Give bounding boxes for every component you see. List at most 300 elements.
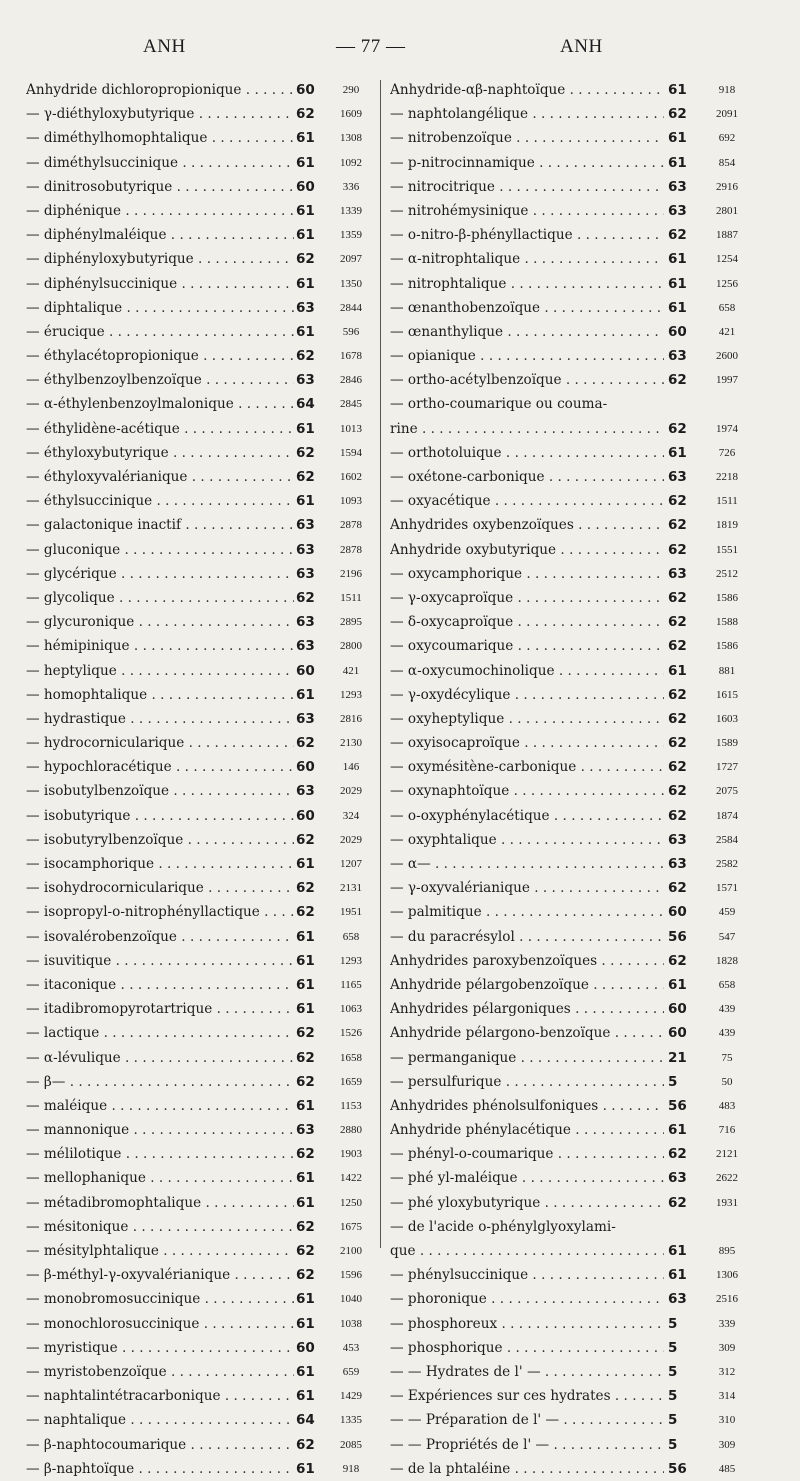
entry-name: — isuvitique . . . xyxy=(26,949,294,973)
entry-page: 439 xyxy=(718,1027,736,1040)
entry-name: — α-éthylenbenzoylmalonique . . . xyxy=(26,392,294,416)
entry-name: — diphtalique . . . xyxy=(26,296,294,320)
entry-name: — orthotoluique . . . xyxy=(390,441,664,465)
index-entry xyxy=(390,828,770,852)
entry-volume: 62 xyxy=(296,1025,315,1042)
entry-name: — éthyloxyvalérianique . . . xyxy=(26,465,294,489)
index-entry xyxy=(390,1384,770,1408)
entry-name: — oxyisocaproïque . . . xyxy=(390,731,664,755)
entry-name: Anhydride phénylacétique . . . xyxy=(390,1118,664,1142)
entry-name: — glycolique . . . xyxy=(26,586,294,610)
entry-page: 1602 xyxy=(340,471,362,483)
entry-page: 324 xyxy=(342,809,360,822)
index-entry xyxy=(26,683,398,707)
index-entry xyxy=(26,1239,398,1263)
index-entry xyxy=(390,900,770,924)
entry-page: 1511 xyxy=(340,591,362,604)
entry-volume: 62 xyxy=(296,735,315,752)
entry-name: — β-naphtoïque . . . xyxy=(26,1457,294,1481)
index-entry xyxy=(390,925,770,949)
entry-page: 1727 xyxy=(716,761,738,774)
entry-name: — mésitylphtalique . . . xyxy=(26,1239,294,1263)
entry-page: 1093 xyxy=(340,495,362,508)
entry-name: — œnanthylique . . . xyxy=(390,320,664,344)
entry-volume: 63 xyxy=(668,1291,687,1308)
entry-volume: 63 xyxy=(668,202,687,219)
index-entry xyxy=(390,320,770,344)
entry-volume: 62 xyxy=(668,952,687,969)
index-entry xyxy=(390,151,770,175)
entry-page: 1659 xyxy=(340,1075,362,1088)
entry-volume: 62 xyxy=(296,1267,315,1284)
entry-name: — monobromosuccinique . . . xyxy=(26,1287,294,1311)
entry-name: — phosphorique . . . xyxy=(390,1336,664,1360)
index-entry xyxy=(390,586,770,610)
entry-volume: 62 xyxy=(668,493,687,510)
index-entry xyxy=(390,102,770,126)
entry-page: 1887 xyxy=(716,229,738,242)
index-entry xyxy=(26,78,398,102)
entry-page: 336 xyxy=(342,180,360,193)
entry-volume: 61 xyxy=(296,227,315,244)
running-header xyxy=(0,36,800,60)
entry-name: — α-lévulique . . . xyxy=(26,1046,294,1070)
entry-volume: 62 xyxy=(668,735,687,752)
index-entry xyxy=(390,1021,770,1045)
entry-page: 1511 xyxy=(716,495,738,508)
entry-volume: 63 xyxy=(296,614,315,631)
entry-name: — œnanthobenzoïque . . . xyxy=(390,296,664,320)
index-entry xyxy=(26,1070,398,1094)
entry-page: 2091 xyxy=(716,108,738,121)
entry-name: — α— . . . xyxy=(390,852,664,876)
entry-volume: 5 xyxy=(668,1388,678,1405)
entry-page: 596 xyxy=(342,325,360,338)
entry-page: 2844 xyxy=(340,301,362,314)
entry-volume: 60 xyxy=(296,807,315,824)
entry-page: 1603 xyxy=(716,712,738,725)
entry-volume: 61 xyxy=(296,928,315,945)
entry-volume: 61 xyxy=(296,686,315,703)
entry-page: 918 xyxy=(718,84,736,96)
entry-volume: 62 xyxy=(668,541,687,558)
entry-page: 1997 xyxy=(716,374,738,387)
entry-volume: 62 xyxy=(668,880,687,897)
entry-page: 50 xyxy=(721,1075,733,1088)
entry-volume: 63 xyxy=(668,565,687,582)
entry-name: — — Préparation de l' — . . . xyxy=(390,1408,664,1432)
index-entry xyxy=(26,707,398,731)
index-entry xyxy=(26,925,398,949)
entry-name: — hypochloracétique . . . xyxy=(26,755,294,779)
entry-volume: 62 xyxy=(668,807,687,824)
entry-name: — Expériences sur ces hydrates . . . xyxy=(390,1384,664,1408)
entry-page: 1589 xyxy=(716,737,738,750)
entry-page: 453 xyxy=(342,1341,360,1354)
entry-name: — mélilotique . . . xyxy=(26,1142,294,1166)
entry-volume: 63 xyxy=(296,372,315,389)
entry-name: — γ-oxyvalérianique . . . xyxy=(390,876,664,900)
entry-name: — nitrophtalique . . . xyxy=(390,272,664,296)
index-entry xyxy=(26,876,398,900)
index-entry xyxy=(26,1118,398,1142)
entry-volume: 62 xyxy=(668,227,687,244)
entry-page: 659 xyxy=(342,1365,360,1378)
index-entry xyxy=(390,368,770,392)
index-entry xyxy=(26,973,398,997)
entry-volume: 60 xyxy=(668,1025,687,1042)
index-entry xyxy=(26,731,398,755)
entry-page: 1594 xyxy=(340,446,362,459)
entry-page: 1254 xyxy=(716,253,738,266)
index-entry xyxy=(26,900,398,924)
entry-volume: 61 xyxy=(668,251,687,268)
entry-name: — maléique . . . xyxy=(26,1094,294,1118)
entry-name: — β-naphtocoumarique . . . xyxy=(26,1433,294,1457)
index-entry xyxy=(26,1142,398,1166)
entry-name: — o-oxyphénylacétique . . . xyxy=(390,804,664,828)
entry-volume: 62 xyxy=(668,420,687,437)
entry-page: 459 xyxy=(718,906,736,919)
index-entry xyxy=(26,1408,398,1432)
index-entry xyxy=(390,755,770,779)
entry-name: — homophtalique . . . xyxy=(26,683,294,707)
entry-page: 1063 xyxy=(340,1003,362,1016)
entry-name: — phényl-o-coumarique . . . xyxy=(390,1142,664,1166)
entry-volume: 61 xyxy=(668,662,687,679)
entry-name: — β— . . . xyxy=(26,1070,294,1094)
entry-name: — mellophanique . . . xyxy=(26,1166,294,1190)
entry-page: 146 xyxy=(342,761,360,774)
entry-name: — — Hydrates de l' — . . . xyxy=(390,1360,664,1384)
entry-volume: 62 xyxy=(296,831,315,848)
entry-volume: 61 xyxy=(296,130,315,147)
entry-volume: 63 xyxy=(668,856,687,872)
entry-name: — ortho-acétylbenzoïque . . . xyxy=(390,368,664,392)
entry-name: — γ-oxydécylique . . . xyxy=(390,683,664,707)
entry-page: 2582 xyxy=(716,858,738,870)
entry-name: Anhydride dichloropropionique . . . xyxy=(26,78,294,102)
index-entry xyxy=(390,1408,770,1432)
index-entry xyxy=(390,1142,770,1166)
index-entry xyxy=(26,320,398,344)
entry-volume: 61 xyxy=(668,299,687,316)
index-entry xyxy=(390,1215,770,1239)
entry-name: — opianique . . . xyxy=(390,344,664,368)
entry-volume: 62 xyxy=(296,106,315,123)
index-entry xyxy=(26,441,398,465)
entry-name: — naphtalique . . . xyxy=(26,1408,294,1432)
entry-name: — gluconique . . . xyxy=(26,538,294,562)
entry-name: — de la phtaléine . . . xyxy=(390,1457,664,1481)
entry-name: — mannonique . . . xyxy=(26,1118,294,1142)
entry-volume: 21 xyxy=(668,1049,687,1066)
entry-name: — itadibromopyrotartrique . . . xyxy=(26,997,294,1021)
entry-name: — éthyloxybutyrique . . . xyxy=(26,441,294,465)
entry-name: Anhydride pélargobenzoïque . . . xyxy=(390,973,664,997)
header-right-term: ANH xyxy=(560,36,603,57)
entry-volume: 62 xyxy=(296,1073,315,1090)
entry-volume: 61 xyxy=(668,130,687,147)
entry-volume: 61 xyxy=(296,1388,315,1405)
index-entry xyxy=(390,562,770,586)
entry-volume: 61 xyxy=(296,420,315,437)
index-entry xyxy=(26,102,398,126)
index-entry xyxy=(26,272,398,296)
index-entry xyxy=(390,1263,770,1287)
entry-name: Anhydride-αβ-naphtoïque . . . xyxy=(390,78,664,102)
entry-volume: 56 xyxy=(668,1097,687,1114)
entry-page: 1819 xyxy=(716,519,738,532)
entry-volume: 61 xyxy=(668,154,687,171)
entry-name: — phé yl-maléique . . . xyxy=(390,1166,664,1190)
entry-volume: 61 xyxy=(296,976,315,993)
entry-page: 1250 xyxy=(340,1196,362,1209)
entry-volume: 62 xyxy=(668,783,687,800)
entry-volume: 62 xyxy=(668,372,687,389)
entry-page: 1609 xyxy=(340,108,362,121)
index-entry xyxy=(26,1360,398,1384)
entry-volume: 62 xyxy=(296,1049,315,1066)
entry-volume: 61 xyxy=(296,1460,315,1477)
entry-volume: 62 xyxy=(668,517,687,534)
entry-name: — phoronique . . . xyxy=(390,1287,664,1311)
entry-page: 2800 xyxy=(340,640,362,653)
index-entry xyxy=(390,223,770,247)
entry-name: Anhydride pélargono-benzoïque . . . xyxy=(390,1021,664,1045)
entry-page: 1422 xyxy=(340,1172,362,1185)
index-entry xyxy=(390,634,770,658)
entry-name: — myristique . . . xyxy=(26,1336,294,1360)
entry-volume: 62 xyxy=(668,638,687,655)
entry-volume: 63 xyxy=(296,565,315,582)
entry-name: Anhydrides phénolsulfoniques . . . xyxy=(390,1094,664,1118)
entry-volume: 62 xyxy=(296,1436,315,1453)
entry-volume: 61 xyxy=(668,976,687,993)
entry-volume: 61 xyxy=(296,1001,315,1018)
entry-page: 2512 xyxy=(716,567,738,580)
index-entry xyxy=(26,126,398,150)
entry-volume: 62 xyxy=(668,589,687,606)
entry-volume: 63 xyxy=(296,783,315,800)
entry-volume: 62 xyxy=(296,589,315,606)
entry-volume: 62 xyxy=(296,1243,315,1259)
entry-page: 1974 xyxy=(716,422,738,435)
entry-name: — isobutylbenzoïque . . . xyxy=(26,779,294,803)
entry-page: 421 xyxy=(718,325,736,338)
index-entry xyxy=(390,1166,770,1190)
entry-name: Anhydrides oxybenzoïques . . . xyxy=(390,513,664,537)
entry-volume: 61 xyxy=(296,1291,315,1308)
entry-page: 1335 xyxy=(340,1414,362,1427)
entry-page: 2846 xyxy=(340,374,362,387)
entry-volume: 63 xyxy=(296,638,315,655)
entry-volume: 61 xyxy=(668,1243,687,1259)
index-entry xyxy=(390,175,770,199)
right-column xyxy=(390,78,770,1481)
index-entry xyxy=(390,610,770,634)
entry-name: — éthylidène-acétique . . . xyxy=(26,417,294,441)
index-entry xyxy=(26,1215,398,1239)
entry-page: 1153 xyxy=(340,1099,362,1112)
index-entry xyxy=(26,997,398,1021)
entry-name: — dinitrosobutyrique . . . xyxy=(26,175,294,199)
entry-volume: 62 xyxy=(296,880,315,897)
entry-volume: 61 xyxy=(296,952,315,969)
entry-volume: 62 xyxy=(296,469,315,485)
entry-name: — nitrohémysinique . . . xyxy=(390,199,664,223)
entry-page: 1350 xyxy=(340,277,362,290)
entry-page: 2100 xyxy=(340,1245,362,1257)
entry-page: 1038 xyxy=(340,1317,362,1330)
entry-page: 2916 xyxy=(716,180,738,193)
entry-page: 1678 xyxy=(340,350,362,363)
index-entry xyxy=(26,1336,398,1360)
index-entry xyxy=(26,513,398,537)
entry-volume: 60 xyxy=(296,1339,315,1356)
entry-volume: 63 xyxy=(296,517,315,534)
index-entry xyxy=(390,78,770,102)
entry-name: — monochlorosuccinique . . . xyxy=(26,1312,294,1336)
entry-page: 1308 xyxy=(340,132,362,145)
index-entry xyxy=(26,392,398,416)
entry-volume: 63 xyxy=(296,710,315,727)
entry-name: — heptylique . . . xyxy=(26,659,294,683)
entry-page: 2845 xyxy=(340,398,362,411)
index-entry xyxy=(26,1263,398,1287)
entry-name: — oxyheptylique . . . xyxy=(390,707,664,731)
entry-name: — β-méthyl-γ-oxyvalérianique . . . xyxy=(26,1263,294,1287)
entry-volume: 61 xyxy=(668,1267,687,1284)
index-entry xyxy=(390,683,770,707)
index-entry xyxy=(390,707,770,731)
entry-volume: 60 xyxy=(668,904,687,921)
index-entry xyxy=(26,1384,398,1408)
entry-page: 1293 xyxy=(340,688,362,701)
entry-page: 2878 xyxy=(340,543,362,556)
entry-name: — γ-oxycaproïque . . . xyxy=(390,586,664,610)
index-entry xyxy=(26,634,398,658)
entry-name: — du paracrésylol . . . xyxy=(390,925,664,949)
index-entry xyxy=(390,997,770,1021)
entry-name: — palmitique . . . xyxy=(390,900,664,924)
entry-name: — — Propriétés de l' — . . . xyxy=(390,1433,664,1457)
index-entry xyxy=(26,199,398,223)
entry-volume: 62 xyxy=(668,1146,687,1163)
index-entry xyxy=(26,417,398,441)
index-entry xyxy=(26,1191,398,1215)
entry-volume: 5 xyxy=(668,1412,678,1429)
index-entry xyxy=(390,973,770,997)
entry-volume: 62 xyxy=(296,444,315,461)
entry-volume: 56 xyxy=(668,1460,687,1477)
index-entry xyxy=(390,876,770,900)
index-entry xyxy=(26,610,398,634)
entry-volume: 63 xyxy=(296,541,315,558)
entry-page: 658 xyxy=(342,930,360,943)
entry-name: — diphényloxybutyrique . . . xyxy=(26,247,294,271)
entry-page: 439 xyxy=(718,1003,736,1016)
index-entry xyxy=(390,731,770,755)
entry-name: — éthylbenzoylbenzoïque . . . xyxy=(26,368,294,392)
entry-page: 2130 xyxy=(340,737,362,750)
header-left-term: ANH xyxy=(143,36,186,57)
index-entry xyxy=(390,659,770,683)
entry-volume: 60 xyxy=(296,178,315,195)
index-entry xyxy=(390,1433,770,1457)
entry-name: — isohydrocornicularique . . . xyxy=(26,876,294,900)
page-number: — 77 — xyxy=(336,36,406,57)
entry-volume: 62 xyxy=(296,1218,315,1235)
entry-volume: 60 xyxy=(296,662,315,679)
entry-volume: 63 xyxy=(668,469,687,485)
entry-name: — diphénylsuccinique . . . xyxy=(26,272,294,296)
entry-volume: 61 xyxy=(296,1363,315,1380)
index-entry xyxy=(26,1312,398,1336)
index-entry xyxy=(390,513,770,537)
index-entry xyxy=(390,1360,770,1384)
entry-name: — diméthylsuccinique . . . xyxy=(26,151,294,175)
entry-name: — éthylacétopropionique . . . xyxy=(26,344,294,368)
entry-name: — phé yloxybutyrique . . . xyxy=(390,1191,664,1215)
entry-name: — o-nitro-β-phényllactique . . . xyxy=(390,223,664,247)
index-entry xyxy=(26,223,398,247)
entry-volume: 5 xyxy=(668,1339,678,1356)
entry-page: 2516 xyxy=(716,1293,738,1306)
index-entry xyxy=(26,1457,398,1481)
entry-page: 290 xyxy=(342,84,360,96)
entry-page: 421 xyxy=(342,664,360,677)
entry-page: 547 xyxy=(718,930,736,943)
entry-volume: 61 xyxy=(668,82,687,98)
index-entry xyxy=(26,779,398,803)
entry-name: — hydrastique . . . xyxy=(26,707,294,731)
entry-volume: 63 xyxy=(668,348,687,365)
entry-name: — naphtolangélique . . . xyxy=(390,102,664,126)
index-entry xyxy=(390,852,770,876)
entry-page: 2029 xyxy=(340,785,362,798)
index-entry xyxy=(26,852,398,876)
entry-name: — phosphoreux . . . xyxy=(390,1312,664,1336)
entry-page: 2075 xyxy=(716,785,738,798)
entry-page: 2121 xyxy=(716,1148,738,1161)
index-entry xyxy=(26,828,398,852)
entry-page: 1165 xyxy=(340,978,362,991)
entry-volume: 5 xyxy=(668,1073,678,1090)
entry-name: — mésitonique . . . xyxy=(26,1215,294,1239)
entry-volume: 61 xyxy=(668,1122,687,1139)
index-entry xyxy=(390,1046,770,1070)
entry-page: 1586 xyxy=(716,640,738,653)
entry-page: 1526 xyxy=(340,1027,362,1040)
index-entry xyxy=(390,199,770,223)
entry-page: 1615 xyxy=(716,688,738,701)
index-entry xyxy=(26,465,398,489)
entry-page: 1306 xyxy=(716,1269,738,1282)
entry-name: — δ-oxycaproïque . . . xyxy=(390,610,664,634)
entry-name: — éthylsuccinique . . . xyxy=(26,489,294,513)
entry-name: — lactique . . . xyxy=(26,1021,294,1045)
entry-name: — oxyacétique . . . xyxy=(390,489,664,513)
index-entry xyxy=(390,949,770,973)
entry-name: — naphtalintétracarbonique . . . xyxy=(26,1384,294,1408)
entry-volume: 61 xyxy=(296,1170,315,1187)
entry-volume: 62 xyxy=(668,710,687,727)
entry-page: 483 xyxy=(718,1099,736,1112)
entry-volume: 64 xyxy=(296,1412,315,1429)
entry-page: 1551 xyxy=(716,543,738,556)
entry-page: 692 xyxy=(718,132,736,145)
